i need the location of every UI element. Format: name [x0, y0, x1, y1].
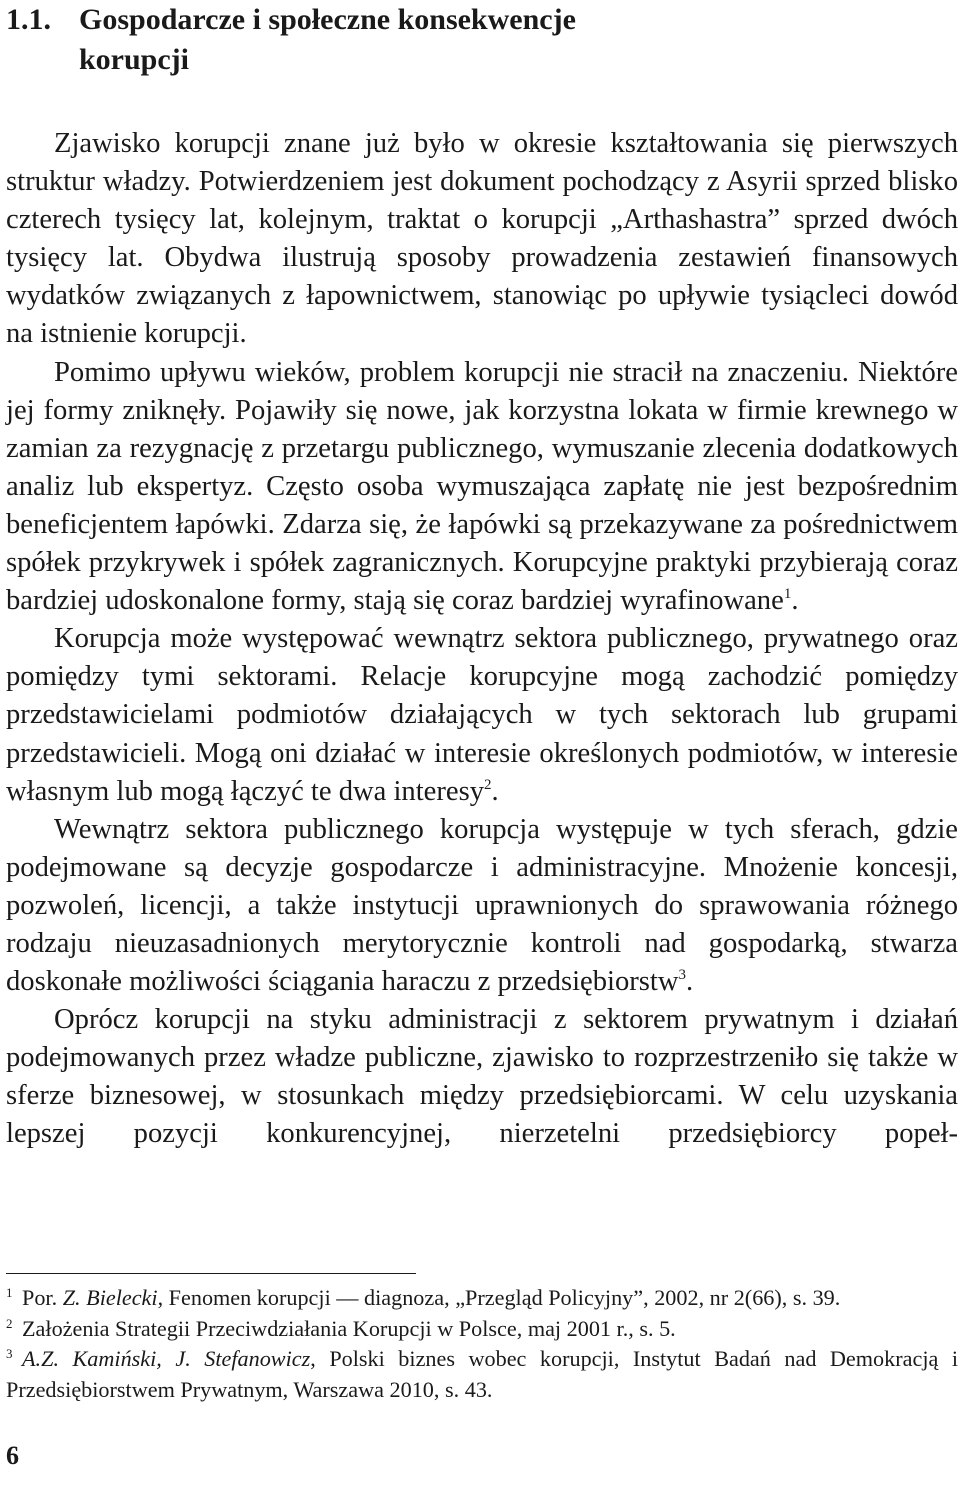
- footnote-1: 1 Por. Z. Bielecki, Fenomen korupcji — diagnoza, „Przegląd Policyjny”, 2002, nr 2(66), s. 39.: [6, 1285, 841, 1310]
- paragraph-text: Zjawisko korupcji znane już było w okresie kształtowania się pierwszych struktur władzy. Potwierdzeniem jest dokument pochodzący z Asyrii sprzed blisko czterech tysięcy lat, kolejnym, traktat o korupcji „Arthashastra” sprzed dwóch tysięcy lat. Obydwa ilustrują sposoby prowadzenia zestawień finansowych wydatków związanych z łapownictwem, stanowiąc po upływie tysiącleci dowód na istnienie korupcji.: [6, 128, 958, 350]
- paragraph-text: Wewnątrz sektora publicznego korupcja występuje w tych sferach, gdzie podejmowane są decyzje gospodarcze i administracyjne. Mnożenie koncesji, pozwoleń, licencji, a także instytucji uprawnionych do sprawowania różnego rodzaju nieuzasadnionych merytorycznie kontroli nad gospodarką, stwarza doskonałe możliwości ściągania haraczu z przedsiębiorstw: [6, 813, 958, 998]
- paragraph-2: [6, 354, 958, 621]
- footnote-author: A.Z. Kamiński, J. Stefanowicz: [22, 1346, 311, 1371]
- footnotes: [6, 1283, 958, 1405]
- footnote-3: 3 A.Z. Kamiński, J. Stefanowicz, Polski biznes wobec korupcji, Instytut Badań nad Demokracją i Przedsiębiorstwem Prywatnym, Warszawa 2010, s. 43.: [6, 1346, 958, 1402]
- paragraph-text-end: .: [491, 775, 499, 807]
- section-title: Gospodarcze i społeczne konsekwencje korupcji: [79, 3, 576, 76]
- footnote-ref-2[interactable]: 2: [484, 776, 492, 793]
- footnote-text: , Fenomen korupcji — diagnoza, „Przegląd Policyjny”, 2002, nr 2(66), s. 39.: [157, 1285, 841, 1310]
- section-number: 1.1.: [6, 3, 51, 36]
- paragraph-3: [6, 620, 958, 810]
- paragraph-text: Pomimo upływu wieków, problem korupcji nie stracił na znaczeniu. Niektóre jej formy zniknęły. Pojawiły się nowe, jak korzystna lokata w firmie krewnego w zamian za rezygnację z przetargu publicznego, wymuszanie zlecenia dodatkowych analiz lub ekspertyz. Często osoba wymuszająca zapłatę nie jest bezpośrednim beneficjentem łapówki. Zdarza się, że łapówki są przekazywane za pośrednictwem spółek przykrywek i spółek zagranicznych. Korupcyjne praktyki przybierają coraz bardziej udoskonalone formy, stają się coraz bardziej wyrafinowane: [6, 356, 958, 617]
- paragraph-5: [6, 1001, 958, 1153]
- paragraph-text: Korupcja może występować wewnątrz sektora publicznego, prywatnego oraz pomiędzy tymi sektorami. Relacje korupcyjne mogą zachodzić pomiędzy przedstawicielami podmiotów działających w tych sektorach lub grupami przedstawicieli. Mogą oni działać w interesie określonych podmiotów, w interesie własnym lub mogą łączyć te dwa interesy: [6, 623, 958, 807]
- footnote-text: , Polski biznes wobec korupcji, Instytut Badań nad Demokracją i Przedsiębiorstwem Prywatnym, Warszawa 2010, s. 43.: [6, 1346, 958, 1402]
- paragraph-text: Oprócz korupcji na styku administracji z sektorem prywatnym i działań podejmowanych przez władze publiczne, zjawisko to rozprzestrzeniło się także w sferze biznesowej, w stosunkach między przedsiębiorcami. W celu uzyskania lepszej pozycji konkurencyjnej, nierzetelni przedsiębiorcy popeł-: [6, 1004, 958, 1150]
- footnote-ref-1[interactable]: 1: [783, 586, 792, 603]
- body-text: [6, 125, 958, 1154]
- footnote-author: Z. Bielecki: [62, 1285, 158, 1310]
- paragraph-text-end: .: [686, 966, 694, 998]
- footnote-2: 2 Założenia Strategii Przeciwdziałania Korupcji w Polsce, maj 2001 r., s. 5.: [6, 1315, 676, 1341]
- paragraph-1: [6, 125, 958, 354]
- paragraph-text-end: .: [791, 585, 799, 617]
- footnote-text: Założenia Strategii Przeciwdziałania Korupcji w Polsce, maj 2001 r., s. 5.: [22, 1315, 676, 1341]
- footnote-divider: [6, 1273, 416, 1274]
- page-number: 6: [6, 1441, 19, 1470]
- footnote-prefix: Por.: [22, 1285, 63, 1310]
- footnote-ref-3[interactable]: 3: [678, 967, 686, 984]
- paragraph-4: [6, 811, 958, 1001]
